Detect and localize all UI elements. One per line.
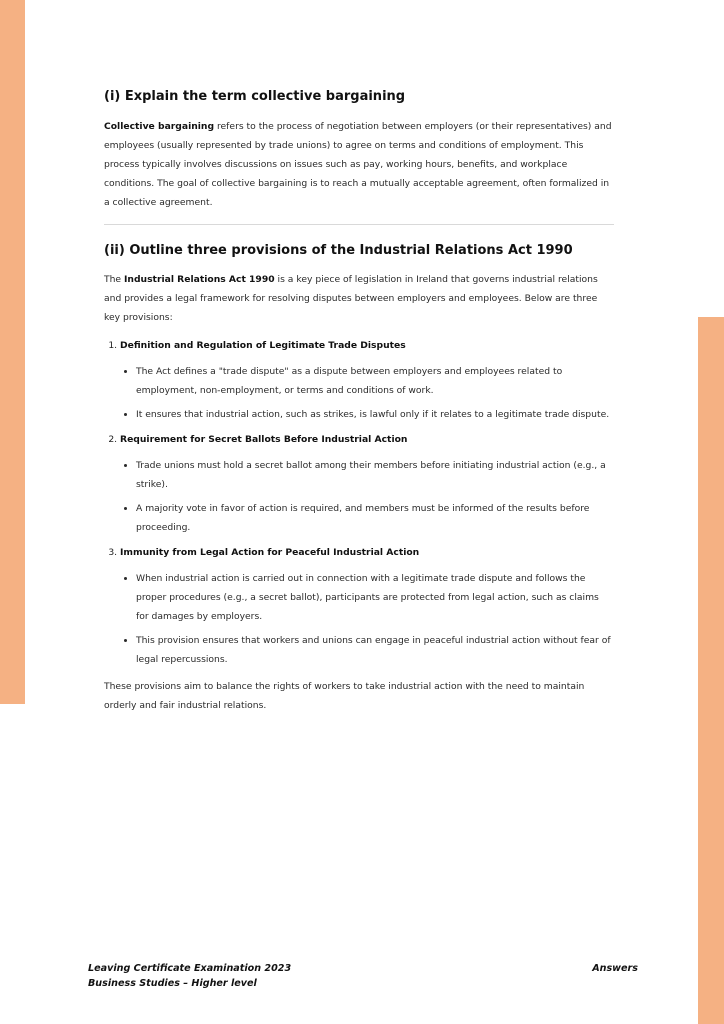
section-divider	[104, 224, 614, 225]
provision-item	[120, 336, 614, 424]
page-content	[104, 88, 614, 715]
closing-paragraph: These provisions aim to balance the rights of workers to take industrial action with the need to maintain orderly and fair industrial relations.	[104, 681, 585, 711]
provision-point: • When industrial action is carried out in connection with a legitimate trade dispute and follows the proper procedures (e.g., a secret ballot), participants are protected from legal action, such as claims for damages by employers.	[136, 569, 614, 626]
right-accent-bar	[698, 317, 724, 1024]
provision-point: • Trade unions must hold a secret ballot among their members before initiating industrial action (e.g., a strike).	[136, 456, 614, 494]
footer-answers-label: Answers	[592, 963, 638, 974]
provision-title: 2. Requirement for Secret Ballots Before Industrial Action	[120, 434, 408, 445]
provision-points	[120, 569, 614, 669]
provision-point: • This provision ensures that workers and unions can engage in peaceful industrial action without fear of legal repercussions.	[136, 631, 614, 669]
collective-bargaining-term: Collective bargaining	[104, 121, 215, 132]
provision-points	[120, 456, 614, 537]
provision-title: 1. Definition and Regulation of Legitimate Trade Disputes	[120, 340, 406, 351]
left-accent-bar	[0, 0, 25, 704]
provision-point: • The Act defines a "trade dispute" as a dispute between employers and employees related to employment, non-employment, or terms and conditions of work.	[136, 362, 614, 400]
act-intro-paragraph	[104, 270, 614, 327]
provisions-list	[104, 336, 614, 669]
act-intro-text: is a key piece of legislation in Ireland that governs industrial relations and provides a legal framework for resolving disputes between employers and employees. Below are three key provisions:	[104, 274, 598, 323]
collective-bargaining-paragraph	[104, 117, 614, 212]
provision-point: • It ensures that industrial action, such as strikes, is lawful only if it relates to a legitimate trade dispute.	[136, 405, 614, 424]
act-intro-prefix: The	[104, 274, 125, 285]
section-2-title: (ii) Outline three provisions of the Industrial Relations Act 1990	[104, 243, 573, 258]
act-name: Industrial Relations Act 1990	[124, 274, 275, 285]
provision-points	[120, 362, 614, 424]
provision-point: • A majority vote in favor of action is required, and members must be informed of the results before proceeding.	[136, 499, 614, 537]
section-1-title: (i) Explain the term collective bargaining	[104, 89, 406, 104]
collective-bargaining-definition: refers to the process of negotiation between employers (or their representatives) and employees (usually represented by trade unions) to agree on terms and conditions of employment. This process typically involves discussions on issues such as pay, working hours, benefits, and workplace conditions. The goal of collective bargaining is to reach a mutually acceptable agreement, often formalized in a collective agreement.	[104, 121, 612, 208]
provision-item	[120, 543, 614, 669]
page-footer	[88, 961, 638, 991]
provision-item	[120, 430, 614, 537]
provision-title: 3. Immunity from Legal Action for Peaceful Industrial Action	[120, 547, 420, 558]
footer-exam-title: Leaving Certificate Examination 2023	[88, 963, 292, 974]
footer-subject: Business Studies – Higher level	[88, 978, 257, 989]
